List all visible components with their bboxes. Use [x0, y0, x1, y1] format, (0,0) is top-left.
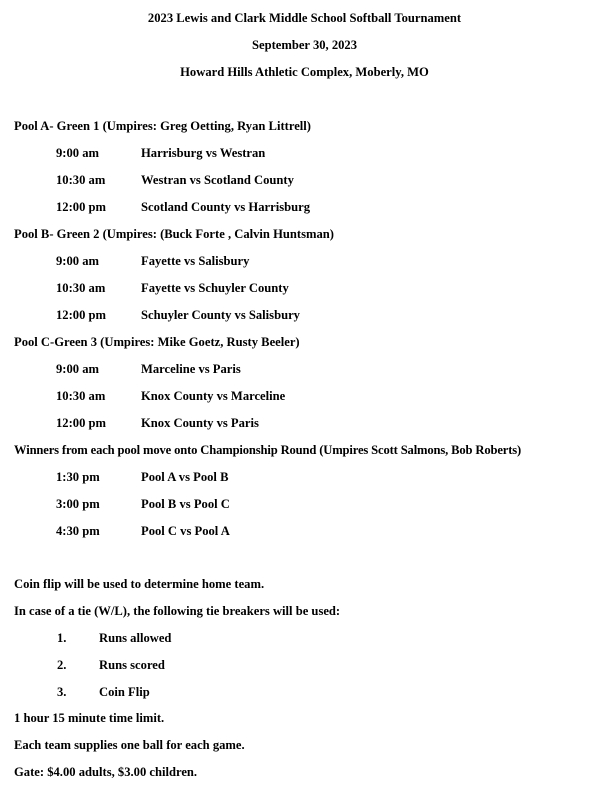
game-time: 12:00 pm [56, 416, 107, 430]
coin-flip-rule: Coin flip will be used to determine home team. [14, 577, 265, 591]
tie-breaker-number: 1. [57, 631, 67, 645]
tie-breaker-item: Runs allowed [99, 631, 172, 645]
document-title: 2023 Lewis and Clark Middle School Softball Tournament [147, 11, 462, 25]
time-limit-rule: 1 hour 15 minute time limit. [14, 711, 165, 725]
game-time: 9:00 am [56, 146, 100, 160]
game-time: 10:30 am [56, 281, 106, 295]
tie-breaker-intro: In case of a tie (W/L), the following tie breakers will be used: [14, 604, 341, 618]
gate-prices: Gate: $4.00 adults, $3.00 children. [14, 765, 198, 779]
tie-breaker-number: 2. [57, 658, 67, 672]
event-date: September 30, 2023 [251, 38, 358, 52]
game-matchup: Knox County vs Paris [141, 416, 259, 430]
game-matchup: Knox County vs Marceline [141, 389, 286, 403]
game-time: 12:00 pm [56, 200, 107, 214]
championship-heading: Winners from each pool move onto Championship Round (Umpires Scott Salmons, Bob Roberts) [14, 443, 522, 457]
game-matchup: Harrisburg vs Westran [141, 146, 266, 160]
game-matchup: Schuyler County vs Salisbury [141, 308, 300, 322]
tie-breaker-item: Runs scored [99, 658, 165, 672]
game-matchup: Marceline vs Paris [141, 362, 241, 376]
pool-a-heading: Pool A- Green 1 (Umpires: Greg Oetting, Ryan Littrell) [14, 119, 311, 133]
game-matchup: Fayette vs Schuyler County [141, 281, 289, 295]
game-time: 3:00 pm [56, 497, 100, 511]
ball-rule: Each team supplies one ball for each game. [14, 738, 245, 752]
game-matchup: Pool B vs Pool C [141, 497, 230, 511]
game-matchup: Pool C vs Pool A [141, 524, 230, 538]
tie-breaker-item: Coin Flip [99, 685, 150, 699]
game-time: 4:30 pm [56, 524, 100, 538]
game-time: 12:00 pm [56, 308, 107, 322]
game-matchup: Fayette vs Salisbury [141, 254, 250, 268]
game-time: 9:00 am [56, 362, 100, 376]
tie-breaker-number: 3. [57, 685, 67, 699]
event-venue: Howard Hills Athletic Complex, Moberly, MO [180, 65, 429, 79]
game-time: 9:00 am [56, 254, 100, 268]
game-time: 1:30 pm [56, 470, 100, 484]
game-matchup: Pool A vs Pool B [141, 470, 229, 484]
game-matchup: Westran vs Scotland County [141, 173, 294, 187]
game-matchup: Scotland County vs Harrisburg [141, 200, 310, 214]
pool-b-heading: Pool B- Green 2 (Umpires: (Buck Forte , Calvin Huntsman) [14, 227, 334, 241]
pool-c-heading: Pool C-Green 3 (Umpires: Mike Goetz, Rusty Beeler) [14, 335, 300, 349]
game-time: 10:30 am [56, 173, 106, 187]
game-time: 10:30 am [56, 389, 106, 403]
